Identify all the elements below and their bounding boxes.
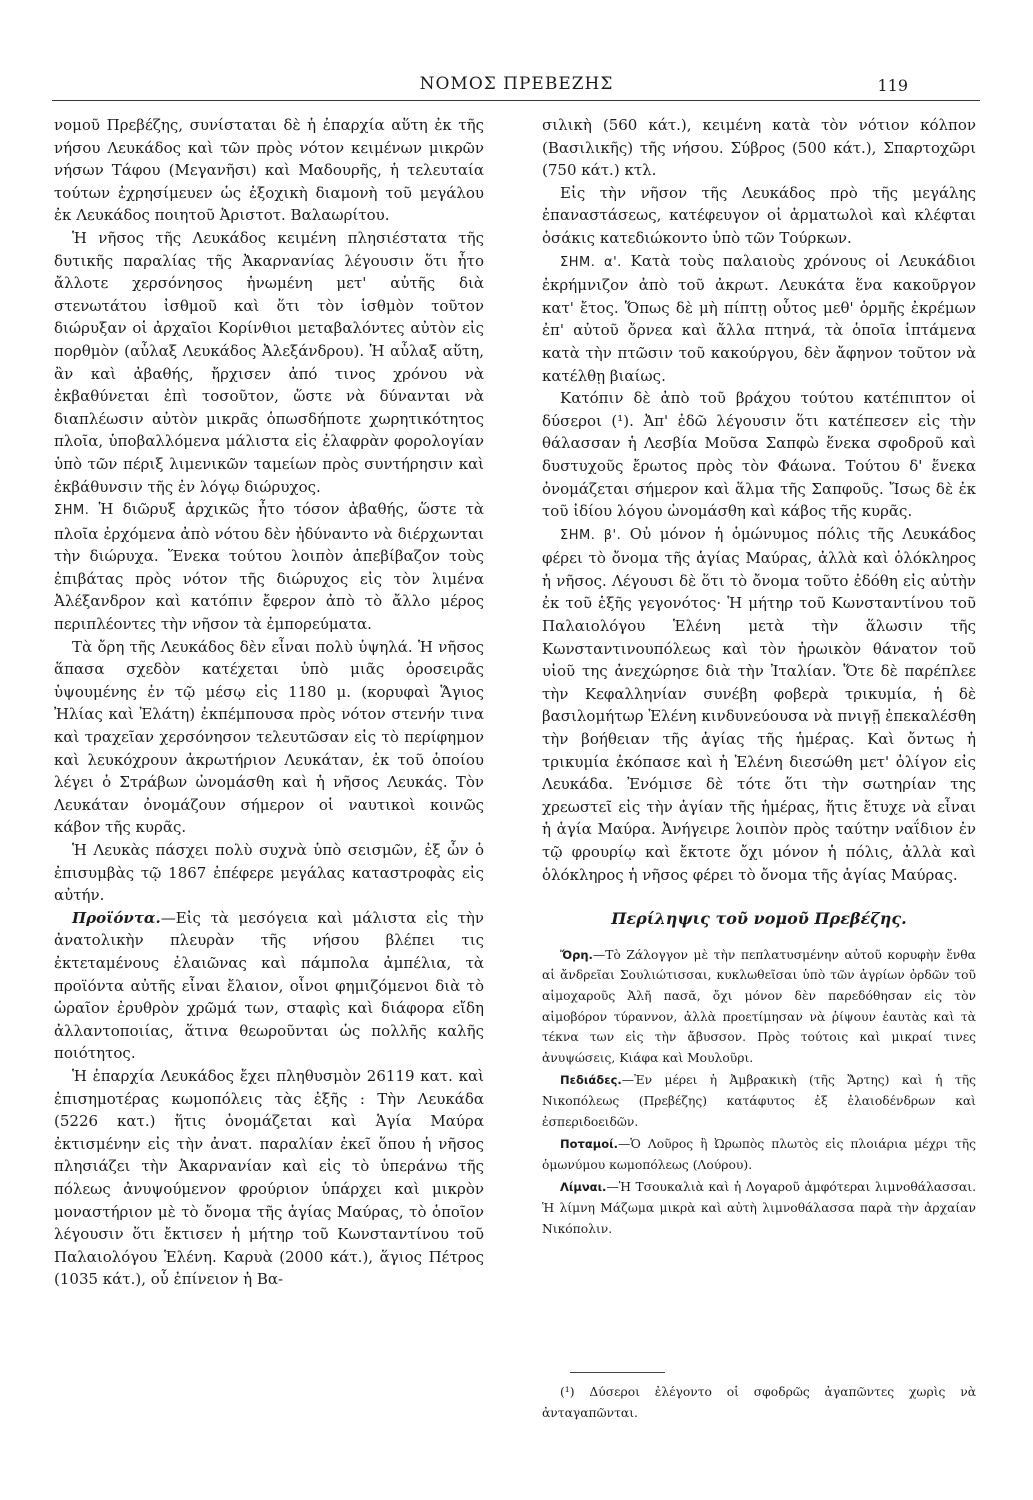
summary-title: Περίληψις τοῦ νομοῦ Πρεβέζης.: [611, 909, 907, 929]
footnote: (¹) Δύσεροι ἐλέγοντο οἱ σφοδρῶς ἀγαπῶντες χωρὶς νὰ ἀνταγαπῶνται.: [542, 1385, 976, 1420]
paragraph: Ἡ νῆσος τῆς Λευκάδος κειμένη πλησιέστατα τῆς δυτικῆς παραλίας τῆς Ἀκαρνανίας λέγουσιν ὅτι ἦτο ἄλλοτε χερσόνησος ἡνωμένη μετ' αὐτῆς διὰ στενωτάτου ἰσθμοῦ καὶ ὅτι τὸν ἰσθμὸν τοῦτον διώρυξαν οἱ ἀρχαῖοι Κορίνθιοι μεταβαλόντες αὐτὸν εἰς πορθμὸν (αὖλαξ Λευκάδος Ἀλεξάνδρου). Ἡ αὖλαξ αὕτη, ἂν καὶ ἀβαθής, ἤρχισεν ἀπό τινος χρόνου νὰ ἐκβαθύνεται ἐπὶ τοσοῦτον, ὥστε νὰ δύνανται νὰ διαπλέωσιν αὐτὸν μικρᾶς ὁπωσδήποτε χωρητικότητος πλοῖα, ὑποβαλλόμενα μάλιστα εἰς ἐλαφρὰν φορολογίαν ὑπὸ τῶν πέριξ λιμενικῶν ταμείων πρὸς συντήρησιν καὶ ἐκβάθυνσιν τῆς ἐν λόγῳ διώρυχος.: [54, 228, 484, 496]
section-lead: Προϊόντα.: [72, 908, 161, 927]
paragraph: Εἰς τὴν νῆσον τῆς Λευκάδος πρὸ τῆς μεγάλης ἐπαναστάσεως, κατέφευγον οἱ ἁρματωλοὶ καὶ κλέφται ὁσάκις κατεδιώκοντο ὑπὸ τῶν Τούρκων.: [542, 183, 976, 247]
paragraph: Κατόπιν δὲ ἀπὸ τοῦ βράχου τούτου κατέπιπτον οἱ δύσεροι (¹). Ἀπ' ἐδῶ λέγουσιν ὅτι κατέπεσεν εἰς τὴν θάλασσαν ἡ Λεσβία Μοῦσα Σαπφὼ ἕνεκα σφοδροῦ καὶ δυστυχοῦς ἔρωτος πρὸς τὸν Φάωνα. Τούτου δ' ἕνεκα ὀνομάζεται σήμερον καὶ ἅλμα τῆς Σαπφοῦς. Ἴσως δὲ ἐκ τοῦ ἰδίου λόγου ὠνομάσθη καὶ κάβος τῆς κυρᾶς.: [542, 389, 976, 521]
paragraph: Ἡ ἐπαρχία Λευκάδος ἔχει πληθυσμὸν 26119 κατ. καὶ ἐπισημοτέρας κωμοπόλεις τὰς ἑξῆς : Τὴν Λευκάδα (5226 κατ.) ἥτις ὀνομάζεται καὶ Ἁγία Μαύρα ἐκτισμένην εἰς τὴν ἀνατ. παραλίαν ἐκεῖ ὅπου ἡ νῆσος πλησιάζει τὴν Ἀκαρνανίαν καὶ εἰς τὸ ὑπεράνω τῆς πόλεως ἀνυψούμενον φρούριον ὑπάρχει καὶ μικρὸν μοναστήριον μὲ τὸ ὄνομα τῆς ἁγίας Μαύρας, τὸ ὁποῖον λέγουσιν ὅτι ἔκτισεν ἡ μήτηρ τοῦ Κωνσταντίνου τοῦ Παλαιολόγου Ἑλένη. Καρυὰ (2000 κάτ.), ἅγιος Πέτρος (1035 κάτ.), οὗ ἐπίνειον ἡ Βα-: [54, 1066, 484, 1289]
summary-item: [542, 1134, 976, 1175]
summary-item: [542, 1070, 976, 1132]
summary-text: —Ἡ Τσουκαλιὰ καὶ ἡ Λογαροῦ ἀμφότεραι λιμνοθάλασσαι. Ἡ λίμνη Μάζωμα μικρὰ καὶ αὐτὴ λιμνοθάλασσα παρὰ τὴν ἀρχαίαν Νικόπολιν.: [542, 1180, 976, 1236]
note-paragraph: [542, 250, 976, 388]
summary-label: Ὄρη.: [560, 947, 593, 962]
note-paragraph: [54, 498, 484, 636]
summary-text: —Τὸ Ζάλογγον μὲ τὴν πεπλατυσμένην αὐτοῦ κορυφὴν ἔνθα αἱ ἄνδρεῖαι Σουλιώτισσαι, κυκλωθεῖσαι ὑπὸ τῶν ἀγρίων ὀρδῶν τοῦ αἱμοχαροῦς Ἀλῆ πασᾶ, ὄχι μόνον δὲν παρεδόθησαν εἰς τὸν αἱμοβόρον τύραννον, ἀλλὰ προετίμησαν νὰ ῥίψουν ἑαυτὰς καὶ τὰ τέκνα των εἰς τὴν ἄβυσσον. Πρὸς τούτοις καὶ μικραί τινες ἀνυψώσεις, Κιάφα καὶ Μουλοῦρι.: [542, 947, 976, 1065]
paragraph: Ἡ Λευκὰς πάσχει πολὺ συχνὰ ὑπὸ σεισμῶν, ἐξ ὧν ὁ ἐπισυμβὰς τῷ 1867 ἐπέφερε μεγάλας καταστροφὰς εἰς αὐτήν.: [54, 841, 484, 905]
page-number: 119: [877, 76, 908, 95]
footnote-rule: [570, 1372, 665, 1373]
running-header: ΝΟΜΟΣ ΠΡΕΒΕΖΗΣ: [419, 74, 614, 94]
paragraph: Τὰ ὄρη τῆς Λευκάδος δὲν εἶναι πολὺ ὑψηλά. Ἡ νῆσος ἅπασα σχεδὸν κατέχεται ὑπὸ μιᾶς ὀροσειρᾶς ὑψουμένης ἐν τῷ μέσῳ εἰς 1180 μ. (κορυφαὶ Ἅγιος Ἠλίας καὶ Ἐλάτη) ἐκπέμπουσα πρὸς νότον στενήν τινα καὶ τραχεῖαν χερσόνησον τελευτῶσαν εἰς τὸ περίφημον καὶ λευκόχρουν ἀκρωτήριον Λευκάταν, ἐκ τοῦ ὁποίου λέγει ὁ Στράβων ὠνομάσθη καὶ ἡ νῆσος Λευκάς. Τὸν Λευκάταν ὀνομάζουν σήμερον οἱ ναυτικοὶ κοινῶς κάβον τῆς κυρᾶς.: [54, 637, 484, 837]
note-paragraph: [542, 523, 976, 887]
note-text: Κατὰ τοὺς παλαιοὺς χρόνους οἱ Λευκάδιοι ἐκρήμνιζον ἀπὸ τοῦ ἀκρωτ. Λευκάτα ἕνα κακοῦργον κατ' ἔτος. Ὅπως δὲ μὴ πίπτῃ οὗτος μεθ' ὁρμῆς ἐκρέμων ἐπ' αὐτοῦ ὄρνεα καὶ ἄλλα πτηνά, τὰ ὁποῖα ἱπτάμενα κατὰ τὴν πτῶσιν τοῦ κακούργου, δὲν ἄφηνον τοῦτον νὰ κατέλθῃ βιαίως.: [542, 251, 976, 385]
summary-label: Πεδιάδες.: [560, 1073, 622, 1088]
summary-text: —Ὁ Λοῦρος ἢ Ὠρωπὸς πλωτὸς εἰς πλοιάρια μέχρι τῆς ὁμωνύμου κωμοπόλεως (Λούρου).: [542, 1137, 976, 1172]
products-paragraph: [54, 907, 484, 1065]
summary-label: Ποταμοί.: [560, 1137, 618, 1152]
summary-item: [542, 1177, 976, 1239]
note-label: ΣΗΜ. β'.: [560, 527, 622, 543]
note-text: Ἡ διῶρυξ ἀρχικῶς ἦτο τόσον ἀβαθής, ὥστε τὰ πλοῖα ἐρχόμενα ἀπὸ νότου δὲν ἠδύναντο νὰ διέρχωνται τὴν διώρυχα. Ἕνεκα τούτου λοιπὸν ἀπεβίβαζον τοὺς ἐπιβάτας πρὸς νότον τῆς διώρυχος εἰς τὸν λιμένα Ἀλέξανδρον καὶ κατόπιν ἔφερον ἀπὸ τὸ ἄλλο μέρος περιπλέοντες τὴν νῆσον τὰ ἐμπορεύματα.: [54, 500, 484, 634]
header-rule: [52, 100, 980, 101]
note-text: Οὐ μόνον ἡ ὁμώνυμος πόλις τῆς Λευκάδος φέρει τὸ ὄνομα τῆς ἁγίας Μαύρας, ἀλλὰ καὶ ὁλόκληρος ἡ νῆσος. Λέγουσι δὲ ὅτι τὸ ὄνομα τοῦτο ἐδόθη εἰς αὐτὴν ἐκ τοῦ ἑξῆς γεγονότος· Ἡ μήτηρ τοῦ Κωνσταντίνου τοῦ Παλαιολόγου Ἑλένη μετὰ τὴν ἅλωσιν τῆς Κωνσταντινουπόλεως καὶ τὸν ἡρωικὸν θάνατον τοῦ υἱοῦ της ἀνεχώρησε διὰ τὴν Ἰταλίαν. Ὅτε δὲ παρέπλεε τὴν Κεφαλληνίαν συνέβη φοβερὰ τρικυμία, ἡ δὲ βασιλομήτωρ Ἑλένη κινδυνεύουσα νὰ πνιγῇ ἐπεκαλέσθη τὴν βοήθειαν τῆς ἁγίας τῆς ἡμέρας. Καὶ ὄντως ἡ τρικυμία ἐκόπασε καὶ ἡ Ἑλένη διεσώθη μετ' ὀλίγον εἰς Λευκάδα. Ἐνόμισε δὲ τότε ὅτι τὴν σωτηρίαν της χρεωστεῖ εἰς τὴν ἁγίαν τῆς ἡμέρας, ἥτις ἔτυχε νὰ εἶναι ἡ ἁγία Μαύρα. Ἀνήγειρε λοιπὸν πρὸς ταύτην ναΐδιον ἐν τῷ φρουρίῳ καὶ ἔκτοτε ὄχι μόνον ἡ πόλις, ἀλλὰ καὶ ὁλόκληρος ἡ νῆσος φέρει τὸ ὄνομα τῆς ἁγίας Μαύρας.: [542, 524, 976, 884]
summary-item: [542, 945, 976, 1069]
paragraph: σιλικὴ (560 κάτ.), κειμένη κατὰ τὸν νότιον κόλπον (Βασιλικῆς) τῆς νήσου. Σύβρος (500 κάτ.), Σπαρτοχῶρι (750 κάτ.) κτλ.: [542, 116, 976, 180]
paragraph: νομοῦ Πρεβέζης, συνίσταται δὲ ἡ ἐπαρχία αὕτη ἐκ τῆς νήσου Λευκάδος καὶ τῶν πρὸς νότον κειμένων μικρῶν νήσων Τάφου (Μεγανῆσι) καὶ Μαδουρῆς, ἡ τελευταία τούτων ἐχρησίμευεν ὡς ἐξοχικὴ διαμονὴ τοῦ μεγάλου ἐκ Λευκάδος ποιητοῦ Ἀριστοτ. Βαλαωρίτου.: [54, 116, 484, 225]
note-label: ΣΗΜ.: [54, 503, 90, 519]
paragraph-text: —Εἰς τὰ μεσόγεια καὶ μάλιστα εἰς τὴν ἀνατολικὴν πλευρὰν τῆς νήσου βλέπει τις ἐκτεταμένους ἐλαιῶνας καὶ πάμπολα ἀμπέλια, τὰ προϊόντα αὐτῆς εἶναι ἔλαιον, οἶνοι φημιζόμενοι διὰ τὸ ὡραῖον ἐρυθρὸν χρῶμά των, σταφὶς καὶ διάφορα εἴδη ἀλλαντοποιίας, ἅτινα θεωροῦνται ὡς πολλῆς καλῆς ποιότητος.: [54, 908, 484, 1063]
summary-list: [542, 945, 976, 1239]
summary-text: —Ἐν μέρει ἡ Ἀμβρακικὴ (τῆς Ἄρτης) καὶ ἡ τῆς Νικοπόλεως (Πρεβέζης) κατάφυτος ἐξ ἐλαιοδένδρων καὶ ἐσπεριδοειδῶν.: [542, 1073, 976, 1129]
summary-label: Λίμναι.: [560, 1180, 607, 1195]
right-column: [542, 114, 976, 1241]
left-column: [54, 114, 484, 1291]
note-label: ΣΗΜ. α'.: [560, 254, 622, 270]
